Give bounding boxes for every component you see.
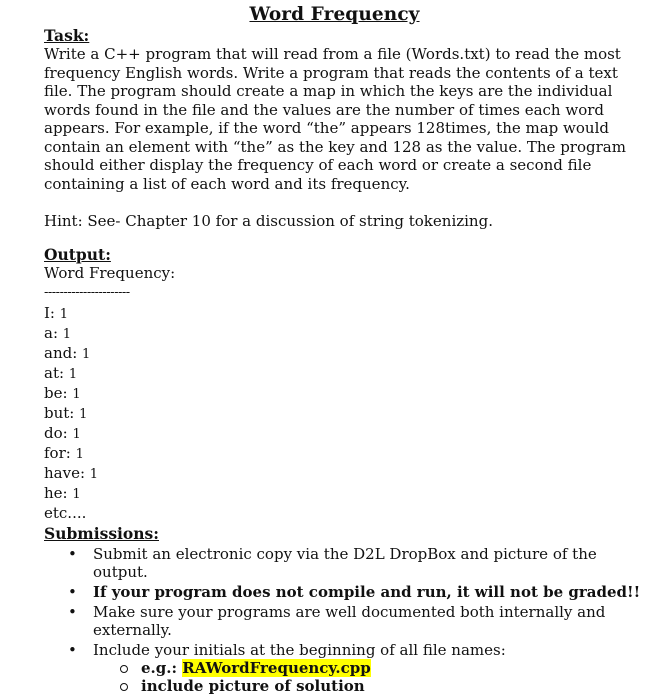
- word-count: 1: [89, 466, 99, 482]
- word-label: but:: [44, 403, 75, 422]
- word-frequency-list: [44, 304, 344, 523]
- list-item: [44, 364, 344, 384]
- word-label: be:: [44, 383, 68, 402]
- word-label: I:: [44, 303, 55, 322]
- list-item: [44, 404, 344, 424]
- word-count: 1: [75, 446, 84, 462]
- document-title: Word Frequency: [249, 4, 420, 25]
- output-divider: ----------------------: [44, 284, 130, 300]
- submission-text: Include your initials at the beginning of all file names:: [93, 641, 506, 659]
- list-item: [44, 583, 644, 601]
- bullet-icon: •: [68, 545, 77, 563]
- word-count: 1: [79, 406, 88, 422]
- list-item: [44, 484, 344, 504]
- word-label: at:: [44, 363, 65, 382]
- word-label: he:: [44, 483, 68, 502]
- word-count: 1: [72, 486, 81, 502]
- word-count: 1: [82, 346, 91, 362]
- word-label: for:: [44, 443, 71, 462]
- circle-bullet-icon: [120, 683, 128, 691]
- submission-warning-text: If your program does not compile and run, it will not be graded!!: [93, 583, 641, 601]
- output-label: Word Frequency:: [44, 264, 176, 282]
- word-label: and:: [44, 343, 78, 362]
- task-heading: Task:: [44, 26, 90, 45]
- list-item: [44, 603, 644, 639]
- list-item: [44, 545, 644, 581]
- task-paragraph: Write a C++ program that will read from a file (Words.txt) to read the most frequency English words. Write a program that reads the contents of a text file. The program should create a map in which the keys are the individual words found in the file and the values are the number of times each word appears. For example, if the word “the” appears 128times, the map would contain an element with “the” as the key and 128 as the value. The program should either display the frequency of each word or create a second file containing a list of each word and its frequency.: [44, 45, 626, 193]
- list-item: [44, 424, 344, 444]
- file-naming-sublist: [93, 659, 644, 695]
- list-item: [44, 464, 344, 484]
- example-prefix: e.g.:: [141, 659, 183, 677]
- bullet-icon: •: [68, 603, 77, 621]
- word-label: a:: [44, 323, 58, 342]
- list-item: [93, 659, 644, 677]
- submissions-heading: Submissions:: [44, 524, 159, 543]
- bullet-icon: •: [68, 641, 77, 659]
- word-count: 1: [62, 326, 72, 342]
- list-item: [44, 384, 344, 404]
- list-item: [44, 641, 644, 695]
- list-item: [44, 324, 344, 344]
- list-item: [44, 444, 344, 464]
- example-filename: RAWordFrequency.cpp: [182, 659, 371, 677]
- output-heading: Output:: [44, 245, 111, 264]
- bullet-icon: •: [68, 583, 77, 601]
- circle-bullet-icon: [120, 665, 128, 673]
- task-section: [44, 26, 634, 193]
- output-section: [44, 245, 344, 523]
- word-count: 1: [68, 366, 78, 382]
- list-item: [44, 304, 344, 324]
- submission-text: Submit an electronic copy via the D2L DropBox and picture of the output.: [93, 545, 597, 581]
- submission-text: Make sure your programs are well documented both internally and externally.: [93, 603, 606, 639]
- hint-text: Hint: See- Chapter 10 for a discussion of string tokenizing.: [44, 212, 493, 230]
- word-count: 1: [72, 426, 81, 442]
- submissions-section: [44, 524, 644, 697]
- word-label: do:: [44, 423, 68, 442]
- submissions-list: [44, 545, 644, 695]
- list-item: [44, 344, 344, 364]
- word-label: have:: [44, 463, 86, 482]
- list-item-etc: etc....: [44, 503, 87, 522]
- picture-instruction: include picture of solution: [141, 677, 365, 695]
- list-item: [93, 677, 644, 695]
- word-count: 1: [72, 386, 81, 402]
- word-count: 1: [59, 306, 69, 322]
